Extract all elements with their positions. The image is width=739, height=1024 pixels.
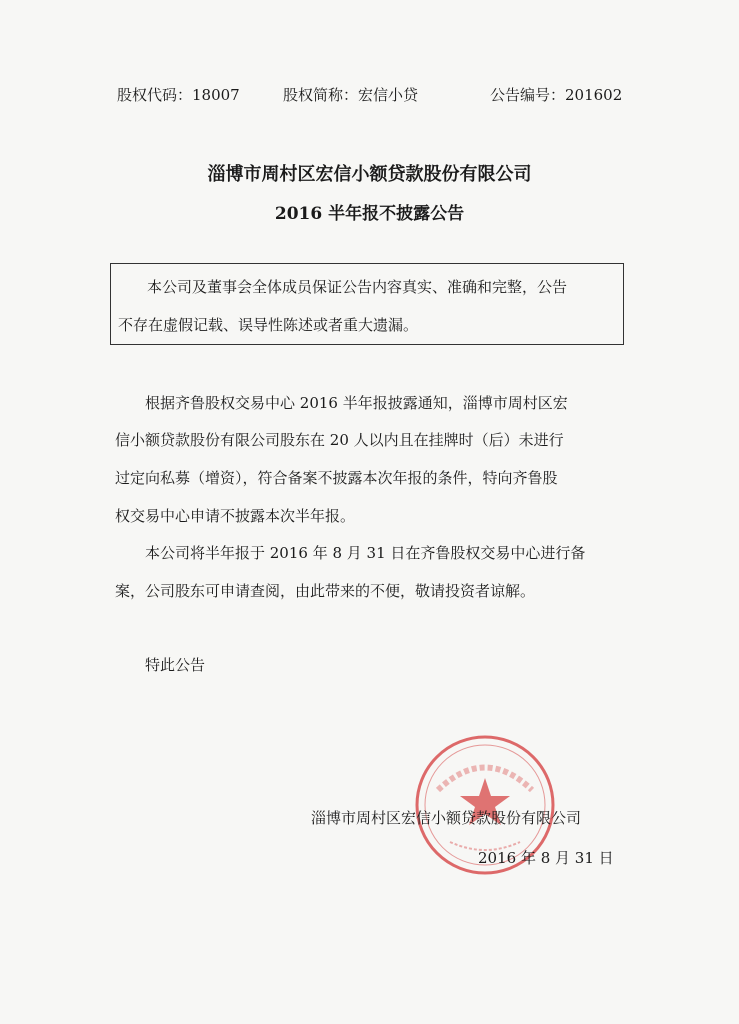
declaration-line-2: 不存在虚假记载、误导性陈述或者重大遗漏。 (118, 316, 419, 334)
closing-text: 特此公告 (145, 656, 206, 674)
body-p2-line-2: 案，公司股东可申请查阅，由此带来的不便，敬请投资者谅解。 (115, 582, 536, 600)
body-p2-line-1: 本公司将半年报于 2016 年 8 月 31 日在齐鲁股权交易中心进行备 (145, 544, 586, 562)
signature-company: 淄博市周村区宏信小额贷款股份有限公司 (311, 809, 582, 827)
stock-abbreviation: 股权简称：宏信小贷 (283, 86, 419, 104)
body-p1-line-2: 信小额贷款股份有限公司股东在 20 人以内且在挂牌时（后）未进行 (115, 431, 564, 449)
notice-number: 公告编号：201602 (490, 86, 623, 104)
body-p1-line-4: 权交易中心申请不披露本次半年报。 (115, 507, 356, 525)
signature-date: 2016 年 8 月 31 日 (478, 849, 614, 867)
notice-title: 2016 半年报不披露公告 (274, 204, 465, 224)
stock-code: 股权代码：18007 (117, 86, 240, 104)
declaration-line-1: 本公司及董事会全体成员保证公告内容真实、准确和完整，公告 (147, 278, 568, 296)
body-p1-line-3: 过定向私募（增资），符合备案不披露本次年报的条件，特向齐鲁股 (115, 469, 558, 487)
body-p1-line-1: 根据齐鲁股权交易中心 2016 半年报披露通知，淄博市周村区宏 (145, 394, 568, 412)
company-title: 淄博市周村区宏信小额贷款股份有限公司 (207, 164, 532, 185)
